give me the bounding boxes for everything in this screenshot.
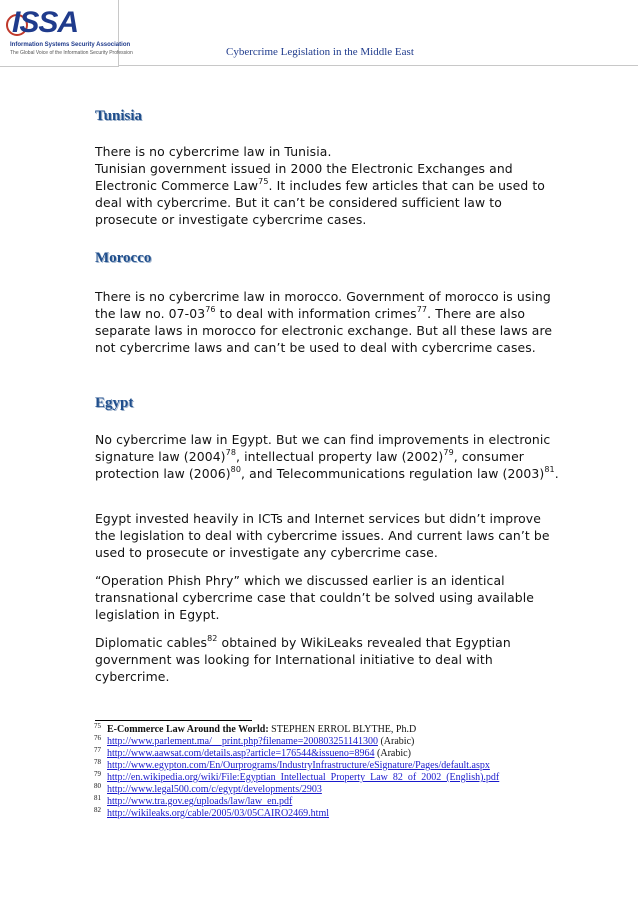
text: to deal with information crimes: [215, 306, 417, 321]
footnote-ref-80[interactable]: 80: [230, 465, 242, 474]
footnote-link[interactable]: http://wikileaks.org/cable/2005/03/05CAIRO2469.html: [107, 808, 330, 819]
text: . It includes few articles that can be used to deal with cybercrime. But it can’t be considered sufficient law to prosecute or investigate cybercrime cases.: [95, 178, 545, 227]
footnote-79: [95, 772, 595, 784]
footnote-author: STEPHEN ERROL BLYTHE, Ph.D: [268, 724, 417, 735]
footnote-language: (Arabic): [374, 748, 411, 759]
footnote-82: [95, 808, 595, 820]
paragraph-egypt-cables: [95, 634, 565, 685]
section-heading-morocco: Morocco: [95, 250, 152, 266]
text: , and Telecommunications regulation law (2003): [241, 466, 545, 481]
footnote-text: [107, 808, 329, 820]
footnote-number: 79: [94, 770, 101, 778]
footnotes: [95, 724, 595, 820]
paragraph-egypt-phish: “Operation Phish Phry” which we discussed earlier is an identical transnational cybercrime case that couldn’t be solved using available legislation in Egypt.: [95, 573, 535, 622]
paragraph-egypt-investment: Egypt invested heavily in ICTs and Internet services but didn’t improve the legislation to deal with cybercrime issues. And current laws can’t be used to prosecute or investigate any cybercrime case.: [95, 511, 550, 560]
footnote-text: [107, 784, 322, 796]
footnote-number: 80: [94, 782, 101, 790]
footnote-language: (Arabic): [377, 736, 415, 747]
text: Tunisian government issued in 2000 the Electronic Exchanges and Electronic Commerce Law: [95, 161, 513, 193]
footnote-link[interactable]: http://www.egypton.com/En/Ourprograms/IndustryInfrastructure/eSignature/Pages/default.aspx: [107, 760, 490, 771]
text: . There are also separate laws in morocco for electronic exchange. But all these laws are not cybercrime laws and can’t be used to deal with cybercrime cases.: [95, 306, 553, 355]
text: There is no cybercrime law in Tunisia.: [95, 144, 332, 159]
footnote-number: 76: [94, 734, 101, 742]
footnote-link[interactable]: http://www.aawsat.com/details.asp?article=176544&issueno=8964: [107, 748, 375, 759]
footnote-number: 78: [94, 758, 101, 766]
logo-subtitle: Information Systems Security Association: [10, 42, 131, 48]
header-divider: [118, 65, 638, 66]
footnote-ref-75[interactable]: 75: [258, 177, 269, 186]
text: obtained by WikiLeaks revealed that Egyptian government was looking for International initiative to deal with cybercrime.: [95, 635, 511, 684]
footnote-text: [107, 736, 414, 748]
footnote-80: [95, 784, 595, 796]
footnote-ref-82[interactable]: 82: [207, 634, 218, 643]
footnote-link[interactable]: http://www.legal500.com/c/egypt/developments/2903: [107, 784, 322, 795]
logo-tagline: The Global Voice of the Information Security Profession: [10, 50, 133, 56]
footnote-ref-79[interactable]: 79: [443, 448, 454, 457]
section-heading-tunisia: Tunisia: [95, 108, 142, 124]
footnote-75: [95, 724, 595, 736]
footnote-link[interactable]: http://www.parlement.ma/__print.php?filename=200803251141300: [107, 736, 378, 747]
footnote-ref-76[interactable]: 76: [205, 305, 216, 314]
footnote-number: 75: [94, 722, 101, 730]
footnote-81: [95, 796, 595, 808]
footnote-number: 82: [94, 806, 101, 814]
paragraph-egypt-laws: [95, 431, 565, 482]
paragraph-morocco: [95, 288, 565, 356]
footnote-text: [107, 772, 499, 784]
footnote-78: [95, 760, 595, 772]
footnote-text: [107, 724, 416, 736]
logo-text: ISSA: [12, 6, 79, 39]
footnote-ref-77[interactable]: 77: [416, 305, 428, 314]
footnote-ref-78[interactable]: 78: [225, 448, 237, 457]
footnote-text: [107, 760, 490, 772]
footnote-number: 81: [94, 794, 101, 802]
text: No cybercrime law in Egypt. But we can find improvements in electronic signature law (2004): [95, 432, 551, 464]
footnote-76: [95, 736, 595, 748]
footnote-link[interactable]: http://www.tra.gov.eg/uploads/law/law_en.pdf: [107, 796, 293, 807]
footnote-link[interactable]: http://en.wikipedia.org/wiki/File:Egyptian_Intellectual_Property_Law_82_of_2002_(English).pdf: [107, 772, 500, 783]
text: , consumer protection law (2006): [95, 449, 524, 481]
text: Diplomatic cables: [95, 635, 208, 650]
footnote-77: [95, 748, 595, 760]
footnote-text: [107, 796, 292, 808]
issa-logo: [0, 0, 133, 67]
paragraph-tunisia: [95, 143, 565, 228]
footnote-text: [107, 748, 411, 760]
footnote-title: E-Commerce Law Around the World:: [107, 724, 269, 735]
footnote-number: 77: [94, 746, 101, 754]
text: There is no cybercrime law in morocco. Government of morocco is using the law no. 07-03: [95, 289, 551, 321]
text: , intellectual property law (2002): [236, 449, 444, 464]
text: .: [554, 466, 559, 481]
footnote-ref-81[interactable]: 81: [544, 465, 555, 474]
page-header-title: Cybercrime Legislation in the Middle East: [226, 46, 414, 58]
section-heading-egypt: Egypt: [95, 395, 134, 411]
footnote-separator: [95, 720, 252, 721]
